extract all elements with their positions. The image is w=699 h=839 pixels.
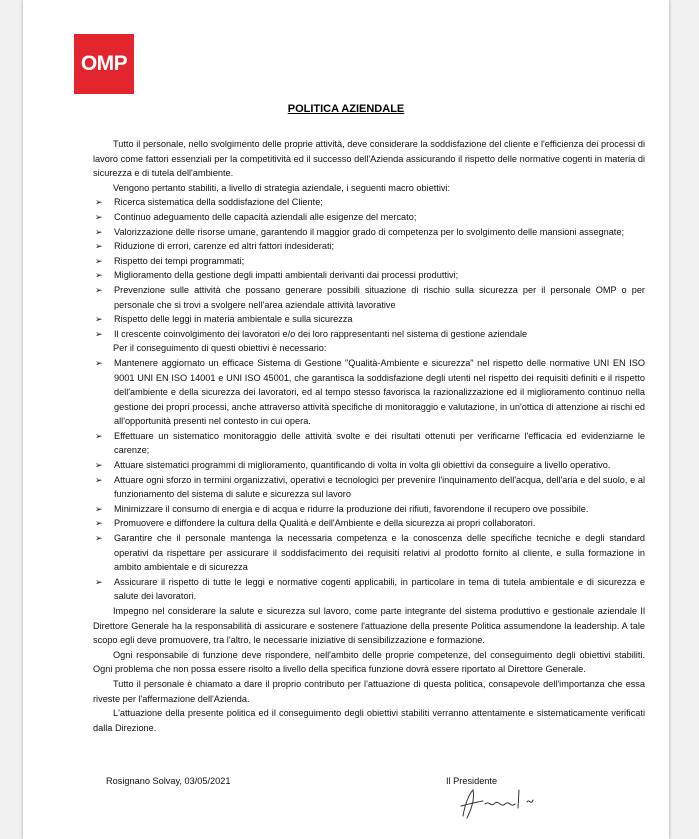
arrow-bullet-icon: ➢ xyxy=(95,284,103,295)
arrow-bullet-icon: ➢ xyxy=(95,518,103,529)
closing-paragraph: Ogni responsabile di funzione deve rispondere, nell'ambito delle proprie competenze, del conseguimento degli obiettivi stabiliti. Ogni problema che non possa essere risolto a livello della specifica funzione dovrà essere riportato al Direttore Generale. xyxy=(93,649,645,675)
list-item xyxy=(93,239,645,254)
arrow-bullet-icon: ➢ xyxy=(95,533,103,544)
list-item xyxy=(93,356,645,429)
list-item-text: Il crescente coinvolgimento dei lavoratori e/o dei loro rappresentanti nel sistema di gestione aziendale xyxy=(114,328,528,339)
arrow-bullet-icon: ➢ xyxy=(95,211,103,222)
signatory-label: Il Presidente xyxy=(446,776,498,786)
intro-paragraph: Tutto il personale, nello svolgimento delle proprie attività, deve considerare la soddisfazione del cliente e l'efficienza dei processi di lavoro come fattori essenziali per la competitività ed il successo dell'Azienda assicurando il rispetto delle normative cogenti in materia di sicurezza e di tutela dell'ambiente. xyxy=(93,139,645,179)
list-item xyxy=(93,531,645,575)
list-item xyxy=(93,429,645,458)
list-item-text: Rispetto delle leggi in materia ambientale e sulla sicurezza xyxy=(114,314,353,325)
list-item xyxy=(93,210,645,225)
list-item xyxy=(93,254,645,269)
arrow-bullet-icon: ➢ xyxy=(95,460,103,471)
list-item-text: Prevenzione sulle attività che possano generare possibili situazione di rischio sulla sicurezza per il personale OMP o per personale che si trovi a svolgere nell'area aziendale attività lavorative xyxy=(114,284,645,310)
list-item xyxy=(93,195,645,210)
handwritten-signature xyxy=(455,782,555,822)
list-item xyxy=(93,516,645,531)
omp-logo xyxy=(74,34,134,94)
list-item-text: Miglioramento della gestione degli impatti ambientali derivanti dai processi produttivi; xyxy=(114,270,459,281)
place-date: Rosignano Solvay, 03/05/2021 xyxy=(106,776,231,786)
list-item xyxy=(93,327,645,342)
necessary-list xyxy=(93,356,645,604)
arrow-bullet-icon: ➢ xyxy=(95,474,103,485)
document-title: POLITICA AZIENDALE xyxy=(287,103,405,115)
logo-text: OMP xyxy=(80,52,128,75)
arrow-bullet-icon: ➢ xyxy=(95,430,103,441)
list-item xyxy=(93,225,645,240)
arrow-bullet-icon: ➢ xyxy=(95,314,103,325)
arrow-bullet-icon: ➢ xyxy=(95,255,103,266)
list-item xyxy=(93,283,645,312)
arrow-bullet-icon: ➢ xyxy=(95,241,103,252)
arrow-bullet-icon: ➢ xyxy=(95,197,103,208)
arrow-bullet-icon: ➢ xyxy=(95,328,103,339)
list-item-text: Promuovere e diffondere la cultura della Qualità e dell'Ambiente e della sicurezza ai propri collaboratori. xyxy=(114,518,536,529)
closing-paragraph: Tutto il personale è chiamato a dare il proprio contributo per l'attuazione di questa politica, consapevole dell'importanza che essa riveste per l'affermazione dell'Azienda. xyxy=(93,678,645,704)
list-item-text: Ricerca sistematica della soddisfazione del Cliente; xyxy=(114,197,323,208)
list-item-text: Riduzione di errori, carenze ed altri fattori indesiderati; xyxy=(114,241,335,252)
list-item-text: Minimizzare il consumo di energia e di acqua e ridurre la produzione dei rifiuti, favorendone il recupero ove possibile. xyxy=(114,503,589,514)
list-item-text: Assicurare il rispetto di tutte le leggi e normative cogenti applicabili, in particolare in tema di tutela ambientale e di sicurezza e salute dei lavoratori. xyxy=(114,576,645,602)
list-item-text: Attuare ogni sforzo in termini organizzativi, operativi e tecnologici per prevenire l'inquinamento dell'acqua, dell'aria e del suolo, e al funzionamento del sistema di salute e sicurezza sul lavoro xyxy=(114,474,645,500)
list-item-text: Continuo adeguamento delle capacità aziendali alle esigenze del mercato; xyxy=(114,211,417,222)
list-item-text: Effettuare un sistematico monitoraggio delle attività svolte e dei risultati ottenuti per verificarne l'efficacia ed evidenziarne le carenze; xyxy=(114,430,645,456)
list-item-text: Mantenere aggiornato un efficace Sistema di Gestione "Qualità-Ambiente e sicurezza" nel rispetto delle normative UNI EN ISO 9001 UNI EN ISO 14001 e UNI ISO 45001, che garantisca la soddisfazione degli utenti nel rispetto dei requisiti definiti e il rispetto dell'ambiente e della sicurezza dei lavoratori, ed al tempo stesso favorisca la razionalizzazione ed il miglioramento continuo nella gestione dei propri processi, anche attraverso attività specifiche di monitoraggio e valutazione, in un'ottica di attenzione ai rischi ed all'opportunità presenti nel contesto in cui opera. xyxy=(114,357,645,427)
scrollbar[interactable] xyxy=(669,0,699,839)
list-item-text: Attuare sistematici programmi di miglioramento, quantificando di volta in volta gli obiettivi da conseguire a livello operativo. xyxy=(114,460,611,471)
document-page xyxy=(23,0,669,839)
intro-paragraph: Vengono pertanto stabiliti, a livello di strategia aziendale, i seguenti macro obiettivi: xyxy=(113,182,451,193)
arrow-bullet-icon: ➢ xyxy=(95,226,103,237)
closing-paragraph: Impegno nel considerare la salute e sicurezza sul lavoro, come parte integrante del sistema produttivo e gestionale aziendale Il Direttore Generale ha la responsabilità di assicurare e sostenere l'attuazione della presente Politica assumendone la leadership. A tale scopo egli deve promuovere, tra l'altro, le necessarie iniziative di sensibilizzazione e formazione. xyxy=(93,606,645,646)
list-item xyxy=(93,575,645,604)
arrow-bullet-icon: ➢ xyxy=(95,357,103,368)
arrow-bullet-icon: ➢ xyxy=(95,576,103,587)
closing-paragraph: L'attuazione della presente politica ed il conseguimento degli obiettivi stabiliti verranno attentamente e sistematicamente verificati dalla Direzione. xyxy=(93,708,645,733)
list-item-text: Garantire che il personale mantenga la necessaria competenza e la conoscenza delle specifiche tecniche e degli standard operativi da rispettare per assicurare il soddisfacimento dei requisiti relativi al prodotto fornito al cliente, e sulla formazione in ambito ambientale e di sicurezza xyxy=(114,533,645,573)
document-body xyxy=(93,137,645,735)
arrow-bullet-icon: ➢ xyxy=(95,270,103,281)
list-item-text: Rispetto dei tempi programmati; xyxy=(114,255,245,266)
list-item xyxy=(93,312,645,327)
objectives-list xyxy=(93,195,645,341)
list-item xyxy=(93,502,645,517)
arrow-bullet-icon: ➢ xyxy=(95,503,103,514)
list-item xyxy=(93,268,645,283)
necessary-intro: Per il conseguimento di questi obiettivi è necessario: xyxy=(113,343,327,354)
list-item xyxy=(93,473,645,502)
list-item-text: Valorizzazione delle risorse umane, garantendo il maggior grado di competenza per lo svolgimento delle mansioni assegnate; xyxy=(114,226,625,237)
list-item xyxy=(93,458,645,473)
